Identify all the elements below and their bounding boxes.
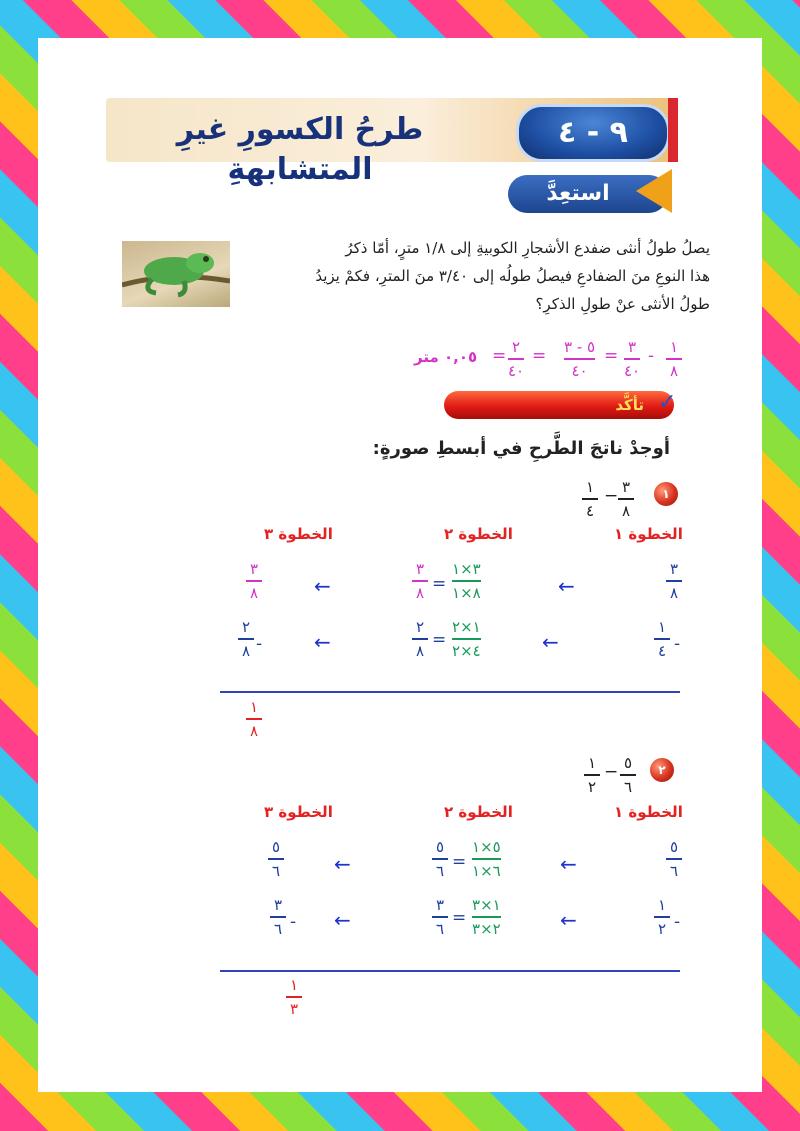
p1-r2-s2-mul-num: ١×٢ xyxy=(452,618,481,636)
calc-f4-num: ٢ xyxy=(512,338,521,356)
p2-r2-s2-mul-num: ١×٣ xyxy=(472,896,501,914)
p1-result-num: ١ xyxy=(249,698,259,716)
p2-expr-a xyxy=(620,754,636,796)
problem-2-number: ٢ xyxy=(650,758,674,782)
calc-f2-num: ٣ xyxy=(628,338,637,356)
p1-r2-equals: = xyxy=(432,630,447,650)
p2-r1-s1-den: ٦ xyxy=(669,861,679,880)
p1-r2-s2-mul xyxy=(452,618,481,660)
p1-r1-s2-den: ٨ xyxy=(415,583,425,602)
p2-sum-line xyxy=(220,970,680,972)
p1-expr-b-den: ٤ xyxy=(585,501,595,520)
p1-result-den: ٨ xyxy=(249,721,259,740)
p2-r2-arrow-2: ← xyxy=(334,908,351,932)
p2-r1-s2-mul-num: ٥×١ xyxy=(472,838,501,856)
calc-equals-1: = xyxy=(604,346,619,366)
p2-r2-s1-den: ٢ xyxy=(657,919,667,938)
p1-r2-s2-den: ٨ xyxy=(415,641,425,660)
p2-r1-s2-den: ٦ xyxy=(435,861,445,880)
lesson-title: طرحُ الكسورِ غيرِ المتشابهةِ xyxy=(176,112,424,187)
p2-r1-s2-num: ٥ xyxy=(435,838,445,856)
p1-r2-s2-mul-den: ٤×٢ xyxy=(452,641,481,660)
p1-expr-b xyxy=(582,478,598,520)
p2-r1-s2-mul xyxy=(472,838,501,880)
p2-step-2-label: الخطوة ٢ xyxy=(444,803,513,821)
p2-r1-s2 xyxy=(432,838,448,880)
p2-r2-s2-den: ٦ xyxy=(435,919,445,938)
p1-r1-arrow-2: ← xyxy=(314,574,331,598)
calc-equals-2: = xyxy=(532,346,547,366)
p2-r2-minus-1: - xyxy=(674,912,681,932)
p1-r2-arrow-1: ← xyxy=(542,630,559,654)
p1-r2-s1-num: ١ xyxy=(657,618,667,636)
p1-r1-s1-num: ٣ xyxy=(669,560,679,578)
p2-r1-equals: = xyxy=(452,852,467,872)
p1-r1-s2-mul-den: ٨×١ xyxy=(452,583,481,602)
p2-expr-a-den: ٦ xyxy=(623,777,633,796)
intro-line-2: هذا النوعِ منَ الضفادعِ فيصلُ طولُه إلى ٣/٤٠ منَ المترِ، فكمْ يزيدُ xyxy=(315,267,710,285)
calc-f4-den: ٤٠ xyxy=(508,361,525,380)
p2-r1-s2-mul-den: ٦×١ xyxy=(472,861,501,880)
calc-f3-num: ٥ - ٣ xyxy=(564,338,596,356)
p1-r1-s2-mul-num: ٣×١ xyxy=(452,560,481,578)
problem-1-number: ١ xyxy=(654,482,678,506)
p2-step-1-label: الخطوة ١ xyxy=(614,803,683,821)
p1-r2-arrow-2: ← xyxy=(314,630,331,654)
p2-r2-s1 xyxy=(654,896,670,938)
p2-r2-arrow-1: ← xyxy=(560,908,577,932)
calc-f2-den: ٤٠ xyxy=(624,361,641,380)
p2-step-3-label: الخطوة ٣ xyxy=(264,803,333,821)
p2-r1-arrow-2: ← xyxy=(334,852,351,876)
p2-result-num: ١ xyxy=(289,976,299,994)
p1-r1-s2-mul xyxy=(452,560,481,602)
p2-result-den: ٣ xyxy=(289,999,299,1018)
title-accent xyxy=(668,98,678,162)
p2-r2-s2 xyxy=(432,896,448,938)
p1-expr-b-num: ١ xyxy=(585,478,595,496)
p1-expr-a-den: ٨ xyxy=(621,501,631,520)
p2-r2-s3-den: ٦ xyxy=(273,919,283,938)
p1-r2-minus-1: - xyxy=(674,634,681,654)
p1-r1-equals: = xyxy=(432,574,447,594)
calc-fraction-4 xyxy=(508,338,524,380)
calc-minus: - xyxy=(648,346,655,366)
calc-f3-den: ٤٠ xyxy=(571,361,588,380)
calc-f1-num: ١ xyxy=(669,338,679,356)
p1-r2-s2-num: ٢ xyxy=(415,618,425,636)
frog-icon xyxy=(122,241,230,307)
p1-expr-a xyxy=(618,478,634,520)
p1-r1-s3-den: ٨ xyxy=(249,583,259,602)
intro-line-3: طولُ الأنثى عنْ طولِ الذكرِ؟ xyxy=(535,295,710,313)
calc-f1-den: ٨ xyxy=(669,361,679,380)
p1-r1-s3 xyxy=(246,560,262,602)
p2-r2-s3 xyxy=(270,896,286,938)
frog-photo xyxy=(122,241,230,307)
p1-r1-s2-num: ٣ xyxy=(415,560,425,578)
p2-result xyxy=(286,976,302,1018)
p1-r2-s2 xyxy=(412,618,428,660)
subheading-arrow-icon xyxy=(636,169,672,213)
p2-expr-b-num: ١ xyxy=(587,754,597,772)
p2-r2-s1-num: ١ xyxy=(657,896,667,914)
p1-r2-s3 xyxy=(238,618,254,660)
p1-r2-s1-den: ٤ xyxy=(657,641,667,660)
p2-r2-minus-2: - xyxy=(290,912,297,932)
intro-line-1: يصلُ طولُ أنثى ضفدع الأشجارِ الكوبيةِ إلى ١/٨ مترٍ، أمّا ذكرُ xyxy=(345,239,710,257)
p2-expr-b xyxy=(584,754,600,796)
instruction: أوجدْ ناتجَ الطَّرحِ في أبسطِ صورةٍ: xyxy=(372,438,670,459)
p2-expr-b-den: ٢ xyxy=(587,777,597,796)
p2-r2-s3-num: ٣ xyxy=(273,896,283,914)
p1-r2-minus-2: - xyxy=(256,634,263,654)
p1-result xyxy=(246,698,262,740)
calc-result: ٠,٠٥ متر xyxy=(414,348,478,366)
p1-r1-s3-num: ٣ xyxy=(249,560,259,578)
p1-r2-s1 xyxy=(654,618,670,660)
p1-r1-s1-den: ٨ xyxy=(669,583,679,602)
p2-r1-arrow-1: ← xyxy=(560,852,577,876)
intro-paragraph xyxy=(234,234,710,318)
p1-sum-line xyxy=(220,691,680,693)
p2-r2-equals: = xyxy=(452,908,467,928)
p2-r1-s1 xyxy=(666,838,682,880)
p1-expr-a-num: ٣ xyxy=(621,478,631,496)
calc-equals-3: = xyxy=(492,346,507,366)
p1-r1-s2 xyxy=(412,560,428,602)
p2-r2-s2-mul-den: ٢×٣ xyxy=(472,919,501,938)
page xyxy=(38,38,762,1092)
p2-r1-s3 xyxy=(268,838,284,880)
p2-r1-s1-num: ٥ xyxy=(669,838,679,856)
p2-r1-s3-num: ٥ xyxy=(271,838,281,856)
lesson-number: ٩ - ٤ xyxy=(516,104,670,162)
p2-expr-minus: − xyxy=(604,762,619,782)
calc-fraction-2 xyxy=(624,338,640,380)
p1-step-3-label: الخطوة ٣ xyxy=(264,525,333,543)
p2-r1-s3-den: ٦ xyxy=(271,861,281,880)
p1-step-1-label: الخطوة ١ xyxy=(614,525,683,543)
subheading: استعِدَّ xyxy=(508,175,668,213)
p2-expr-a-num: ٥ xyxy=(623,754,633,772)
p1-r1-arrow-1: ← xyxy=(558,574,575,598)
p2-r2-s2-num: ٣ xyxy=(435,896,445,914)
p1-r2-s3-den: ٨ xyxy=(241,641,251,660)
calc-fraction-3 xyxy=(564,338,595,380)
checkmark-icon: ✓ xyxy=(658,390,677,415)
calc-fraction-1 xyxy=(666,338,682,380)
p1-r1-s1 xyxy=(666,560,682,602)
p1-expr-minus: − xyxy=(604,486,619,506)
p2-r2-s2-mul xyxy=(472,896,501,938)
p1-r2-s3-num: ٢ xyxy=(241,618,251,636)
confirm-bar: تأكَّد xyxy=(444,391,674,419)
p1-step-2-label: الخطوة ٢ xyxy=(444,525,513,543)
